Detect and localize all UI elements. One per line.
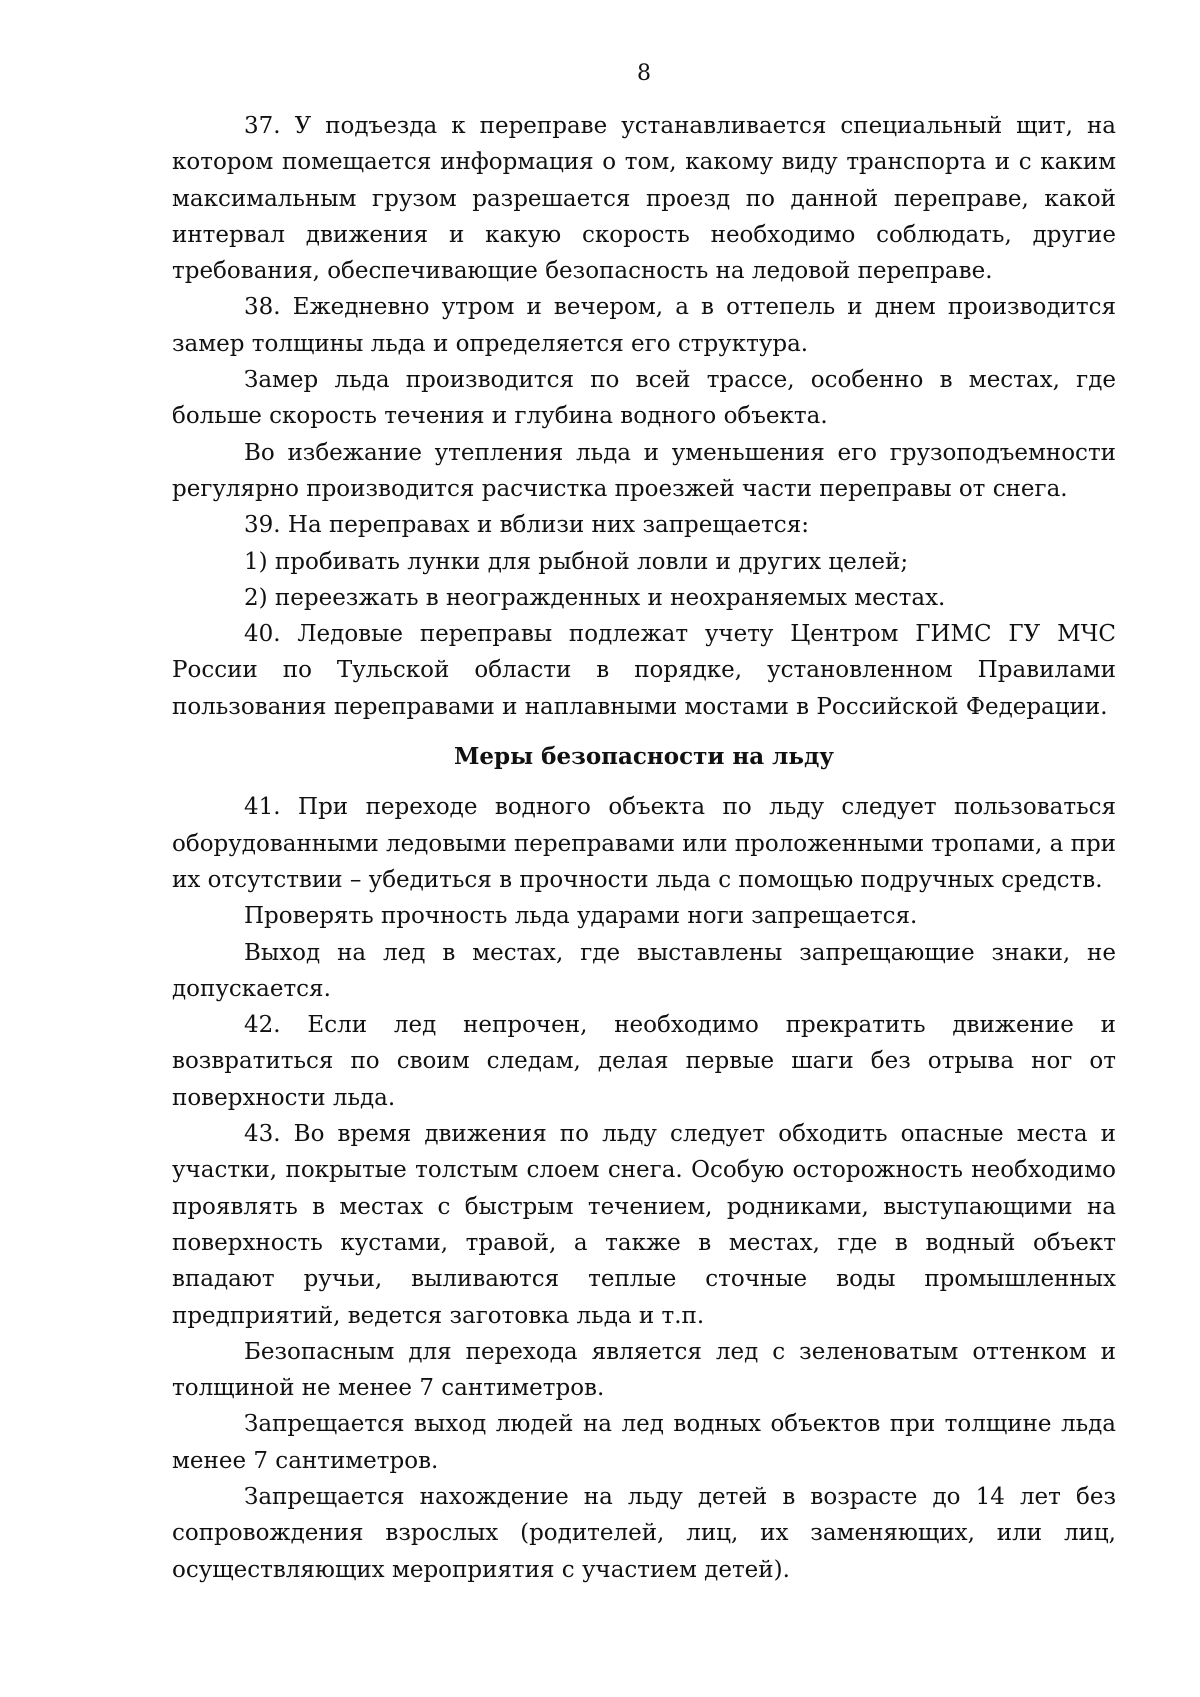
paragraph-39-item-2: 2) переезжать в неогражденных и неохраняемых местах. — [244, 584, 946, 611]
paragraph-43: 43. Во время движения по льду следует обходить опасные места и участки, покрытые толстым слоем снега. Особую осторожность необходимо проявлять в местах с быстрым течением, родниками, выступающими на поверхность кустами, травой, а также в местах, где в водный объект впадают ручьи, выливаются теплые сточные воды промышленных предприятий, ведется заготовка льда и т.п. — [172, 1121, 1116, 1329]
paragraph-ice-measurement: Замер льда производится по всей трассе, особенно в местах, где больше скорость течения и глубина водного объекта. — [172, 367, 1116, 430]
paragraph-thin-ice-ban: Запрещается выход людей на лед водных объектов при толщине льда менее 7 сантиметров. — [172, 1411, 1116, 1474]
paragraph-37: 37. У подъезда к переправе устанавливается специальный щит, на котором помещается информация о том, какому виду транспорта и с каким максимальным грузом разрешается проезд по данной переправе, какой интервал движения и какую скорость необходимо соблюдать, другие требования, обеспечивающие безопасность на ледовой переправе. — [172, 113, 1116, 285]
paragraph-prohibited-signs: Выход на лед в местах, где выставлены запрещающие знаки, не допускается. — [172, 939, 1116, 1002]
paragraph-children-ban: Запрещается нахождение на льду детей в возрасте до 14 лет без сопровождения взрослых (родителей, лиц, их заменяющих, или лиц, осуществляющих мероприятия с участием детей). — [172, 1483, 1116, 1583]
paragraph-39: 39. На переправах и вблизи них запрещается: — [244, 512, 809, 539]
page-number: 8 — [637, 61, 651, 86]
paragraph-42: 42. Если лед непрочен, необходимо прекратить движение и возвратиться по своим следам, делая первые шаги без отрыва ног от поверхности льда. — [172, 1012, 1116, 1111]
section-heading: Меры безопасности на льду — [453, 743, 835, 771]
paragraph-38: 38. Ежедневно утром и вечером, а в оттепель и днем производится замер толщины льда и определяется его структура. — [172, 294, 1116, 357]
paragraph-safe-ice: Безопасным для перехода является лед с зеленоватым оттенком и толщиной не менее 7 сантиметров. — [172, 1338, 1116, 1402]
paragraph-39-item-1: 1) пробивать лунки для рыбной ловли и других целей; — [244, 548, 909, 575]
paragraph-40: 40. Ледовые переправы подлежат учету Центром ГИМС ГУ МЧС России по Тульской области в порядке, установленном Правилами пользования переправами и наплавными мостами в Российской Федерации. — [172, 621, 1116, 720]
paragraph-kick-test: Проверять прочность льда ударами ноги запрещается. — [244, 903, 918, 930]
paragraph-41: 41. При переходе водного объекта по льду следует пользоваться оборудованными ледовыми переправами или проложенными тропами, а при их отсутствии – убедиться в прочности льда с помощью подручных средств. — [172, 794, 1116, 893]
paragraph-snow-clearing: Во избежание утепления льда и уменьшения его грузоподъемности регулярно производится расчистка проезжей части переправы от снега. — [172, 439, 1116, 502]
